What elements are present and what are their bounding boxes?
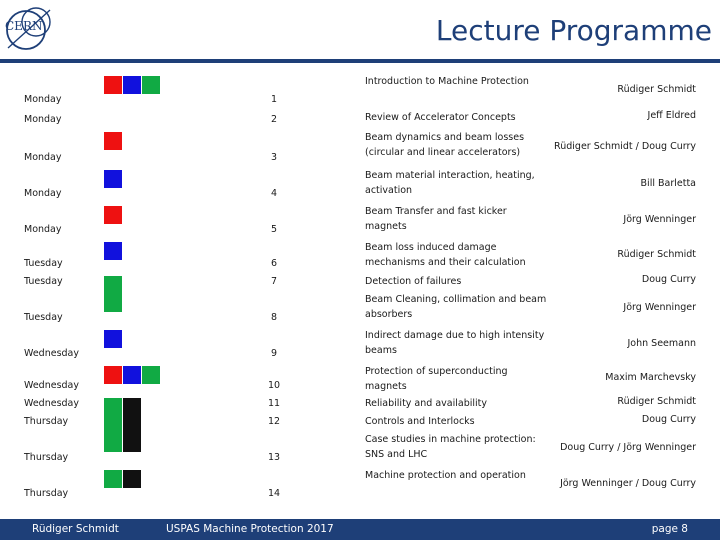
green-square-icon: [104, 294, 122, 312]
green-square-icon: [104, 434, 122, 452]
topic-cell: Reliability and availability: [365, 398, 487, 409]
lecture-number: 7: [270, 276, 278, 287]
lecturer-cell: Rüdiger Schmidt: [617, 84, 696, 95]
lecturer-cell: John Seemann: [627, 338, 696, 349]
topic-cell: Beam Cleaning, collimation and beam absorbers: [365, 294, 547, 320]
table-row: [0, 202, 720, 238]
table-row: [0, 412, 720, 430]
blue-square-icon: [104, 170, 122, 188]
day-cell: Monday: [24, 224, 62, 235]
svg-text:CERN: CERN: [5, 19, 43, 33]
lecture-number: 5: [270, 224, 278, 235]
topic-cell: Beam Transfer and fast kicker magnets: [365, 206, 507, 232]
slide-header: [0, 0, 720, 60]
table-row: [0, 72, 720, 108]
lecture-number: 11: [267, 398, 281, 409]
topic-cell: Protection of superconducting magnets: [365, 366, 508, 392]
day-cell: Tuesday: [24, 258, 63, 269]
topic-cell: Beam dynamics and beam losses (circular and linear accelerators): [365, 132, 525, 158]
lecture-number: 10: [267, 380, 281, 391]
day-cell: Tuesday: [24, 312, 63, 323]
lecture-number: 4: [270, 188, 278, 199]
red-square-icon: [104, 76, 122, 94]
page-title: Lecture Programme: [435, 14, 712, 47]
lecture-number: 12: [267, 416, 281, 427]
topic-cell: Controls and Interlocks: [365, 416, 475, 427]
table-row: [0, 108, 720, 128]
footer-author: Rüdiger Schmidt: [32, 523, 119, 535]
topic-cell: Machine protection and operation: [365, 470, 526, 481]
table-row: [0, 326, 720, 362]
topic-cell: Review of Accelerator Concepts: [365, 112, 516, 123]
lecturer-cell: Jörg Wenninger: [623, 302, 696, 313]
lecture-number: 6: [270, 258, 278, 269]
lecturer-cell: Maxim Marchevsky: [605, 372, 696, 383]
table-row: [0, 362, 720, 394]
green-square-icon: [104, 470, 122, 488]
day-cell: Wednesday: [24, 398, 80, 409]
lecture-number: 9: [270, 348, 278, 359]
lecturer-cell: Bill Barletta: [640, 178, 696, 189]
topic-cell: Case studies in machine protection: SNS and LHC: [365, 434, 536, 460]
lecturer-cell: Doug Curry: [641, 274, 696, 285]
footer-event: USPAS Machine Protection 2017: [166, 523, 334, 535]
lecturer-cell: Doug Curry: [641, 414, 696, 425]
green-square-icon: [142, 366, 160, 384]
day-cell: Monday: [24, 94, 62, 105]
red-square-icon: [104, 206, 122, 224]
green-square-icon: [142, 76, 160, 94]
table-row: [0, 430, 720, 466]
red-square-icon: [104, 366, 122, 384]
slide-footer: [0, 519, 720, 540]
lecture-number: 13: [267, 452, 281, 463]
day-cell: Monday: [24, 188, 62, 199]
lecturer-cell: Doug Curry / Jörg Wenninger: [560, 442, 696, 453]
table-row: [0, 238, 720, 272]
day-cell: Thursday: [24, 488, 69, 499]
lecture-number: 8: [270, 312, 278, 323]
lecture-number: 2: [270, 114, 278, 125]
day-cell: Wednesday: [24, 380, 80, 391]
lecture-number: 1: [270, 94, 278, 105]
topic-cell: Beam material interaction, heating, activation: [365, 170, 535, 196]
table-row: [0, 394, 720, 412]
lecturer-cell: Jörg Wenninger / Doug Curry: [560, 478, 696, 489]
table-row: [0, 466, 720, 502]
blue-square-icon: [123, 76, 141, 94]
table-row: [0, 272, 720, 290]
table-row: [0, 128, 720, 166]
table-row: [0, 166, 720, 202]
page-number: page 8: [651, 523, 688, 535]
header-rule: [0, 59, 720, 63]
day-cell: Tuesday: [24, 276, 63, 287]
topic-cell: Introduction to Machine Protection: [365, 76, 529, 87]
day-cell: Thursday: [24, 416, 69, 427]
topic-cell: Beam loss induced damage mechanisms and their calculation: [365, 242, 526, 268]
blue-square-icon: [123, 366, 141, 384]
day-cell: Wednesday: [24, 348, 80, 359]
day-cell: Monday: [24, 152, 62, 163]
lecturer-cell: Jeff Eldred: [647, 110, 696, 121]
topic-cell: Detection of failures: [365, 276, 462, 287]
lecturer-cell: Rüdiger Schmidt / Doug Curry: [554, 141, 696, 152]
lecturer-cell: Rüdiger Schmidt: [617, 396, 696, 407]
lecture-number: 14: [267, 488, 281, 499]
topic-cell: Indirect damage due to high intensity beams: [365, 330, 545, 356]
cern-logo-icon: [2, 2, 58, 58]
black-square-icon: [123, 434, 141, 452]
red-square-icon: [104, 132, 122, 150]
day-cell: Thursday: [24, 452, 69, 463]
blue-square-icon: [104, 330, 122, 348]
lecturer-cell: Rüdiger Schmidt: [617, 249, 696, 260]
lecturer-cell: Jörg Wenninger: [623, 214, 696, 225]
black-square-icon: [123, 470, 141, 488]
day-cell: Monday: [24, 114, 62, 125]
blue-square-icon: [104, 242, 122, 260]
table-row: [0, 290, 720, 326]
lecture-number: 3: [270, 152, 278, 163]
